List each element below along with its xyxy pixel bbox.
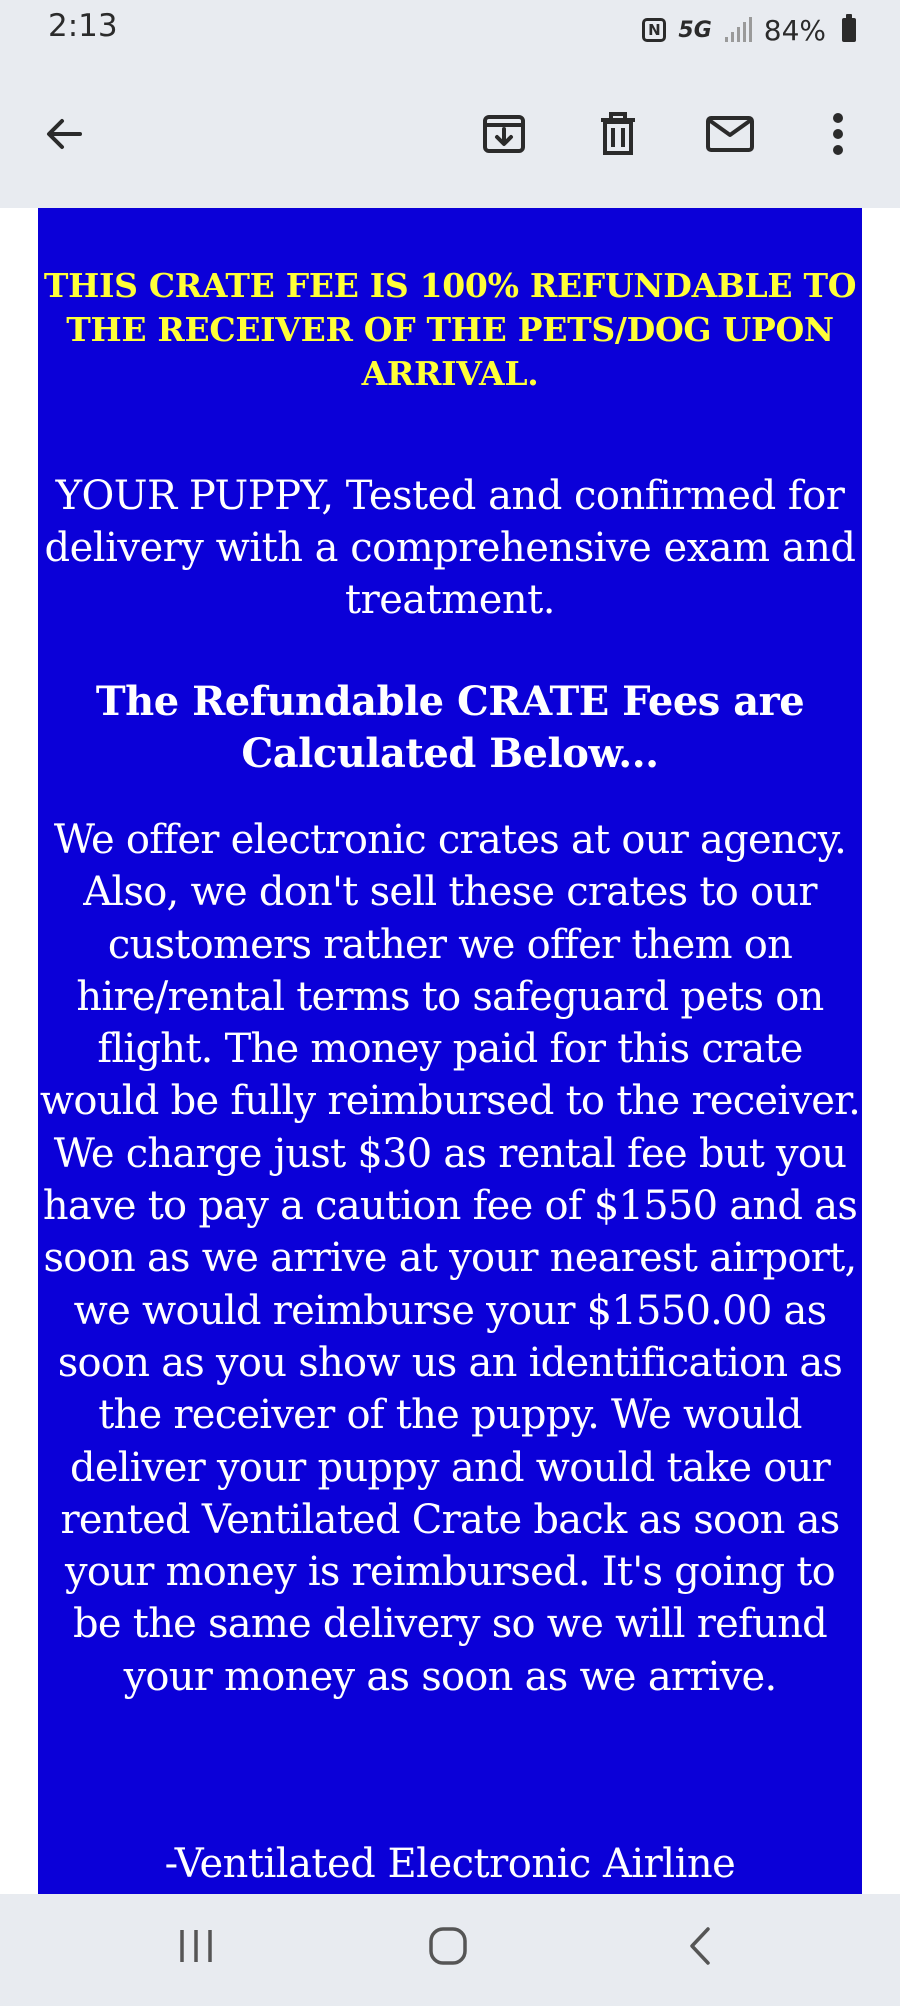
delete-button[interactable] (588, 104, 648, 164)
home-button[interactable] (412, 1918, 484, 1974)
more-options-button[interactable] (808, 104, 868, 164)
recent-apps-button[interactable] (160, 1918, 232, 1974)
email-toolbar (0, 60, 900, 208)
nfc-icon: N (642, 18, 666, 42)
status-indicators (642, 10, 856, 50)
archive-icon (481, 111, 527, 157)
battery-percentage: 84% (763, 13, 826, 47)
mark-unread-button[interactable] (700, 104, 760, 164)
home-icon (428, 1926, 468, 1966)
sender-signature: -Ventilated Electronic Airline (164, 1841, 736, 1887)
refund-notice: THIS CRATE FEE IS 100% REFUNDABLE TO THE RECEIVER OF THE PETS/DOG UPON ARRIVAL. (43, 266, 857, 393)
system-navigation-bar (0, 1894, 900, 2006)
battery-icon (842, 18, 856, 42)
delete-icon (596, 111, 640, 157)
recent-apps-icon (176, 1928, 216, 1964)
crate-fees-heading: The Refundable CRATE Fees are Calculated Below... (95, 678, 805, 777)
back-arrow-icon (42, 112, 86, 156)
more-vert-icon (832, 112, 844, 156)
crate-fee-paragraph: We offer electronic crates at our agency. Also, we don't sell these crates to our customers rather we offer them on hire/rental terms to safeguard pets on flight. The money paid for this crate would be fully reimbursed to the receiver. We charge just $30 as rental fee but you have to pay a caution fee of $1550 and as soon as we arrive at your nearest airport, we would reimburse your $1550.00 as soon as you show us an identification as the receiver of the puppy. We would deliver your puppy and would take our rented Ventilated Crate back as soon as your money is reimbursed. It's going to be the same delivery so we will refund your money as soon as we arrive. (39, 817, 861, 1700)
signal-strength-icon (724, 17, 752, 43)
status-bar (0, 0, 900, 60)
archive-button[interactable] (474, 104, 534, 164)
email-body[interactable] (0, 208, 900, 1894)
back-icon (686, 1926, 714, 1966)
mark-unread-icon (705, 114, 755, 154)
puppy-statement: YOUR PUPPY, Tested and confirmed for delivery with a comprehensive exam and treatment. (44, 473, 856, 623)
system-back-button[interactable] (664, 1918, 736, 1974)
status-time: 2:13 (48, 8, 118, 44)
back-button[interactable] (34, 104, 94, 164)
message-panel (38, 208, 862, 1894)
network-type-label: 5G (678, 17, 712, 43)
